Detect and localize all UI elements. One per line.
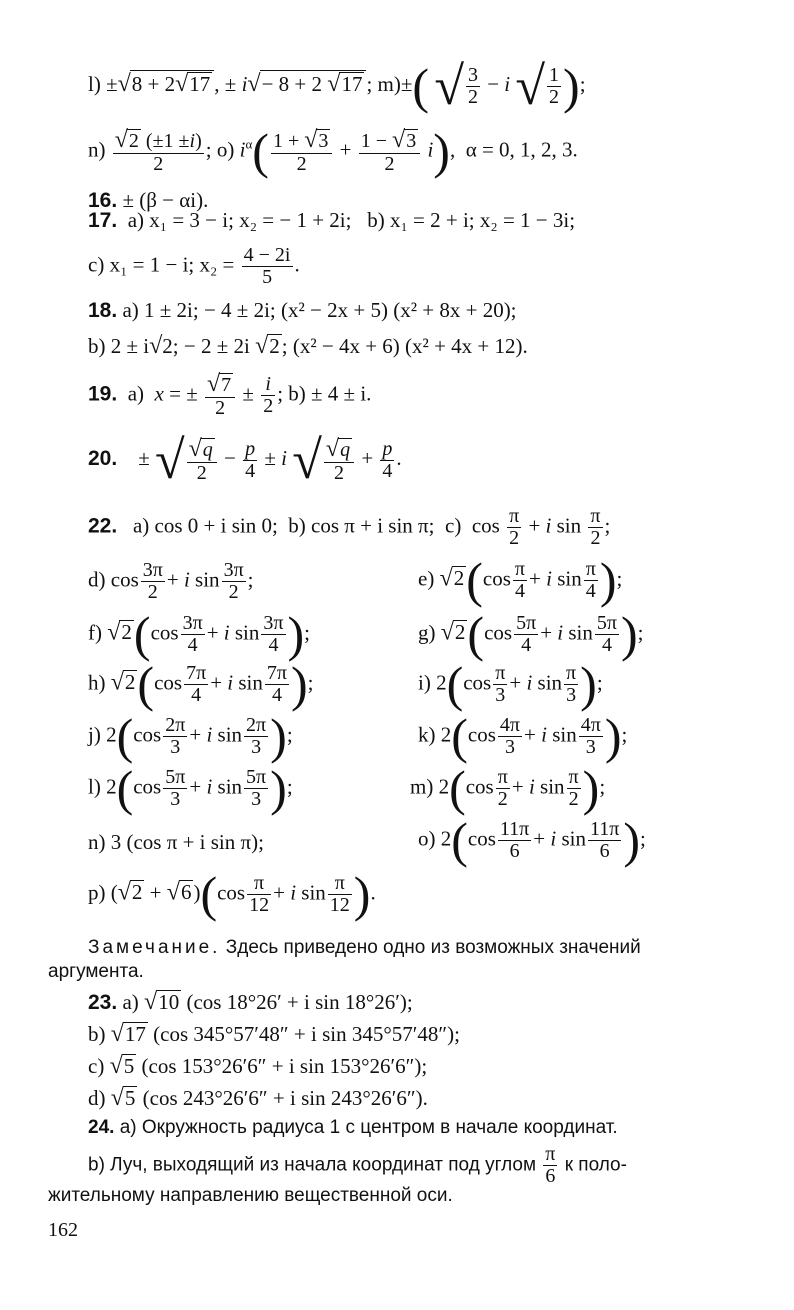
ans22-m: m) 2(cos $\frac{\pi}{2}$ + i sin $\frac{\pi}{2}$ ); [410, 760, 606, 816]
remark-text: Здесь приведено одно из возможных значений [225, 937, 641, 958]
item-label: p) [88, 880, 106, 905]
remark-line2 [48, 962, 144, 981]
item-label: l) [88, 72, 101, 97]
ans22-p: p) (√2 + √6)(cos $\frac{\pi}{12}$ + i sin $\frac{\pi}{12}$ ). [88, 866, 376, 922]
answer-number: 18. [88, 299, 118, 322]
ans23-c-text: (cos 153°26′6″ + i sin 153°26′6″); [141, 1054, 428, 1078]
item-label: j) [88, 722, 101, 747]
remark-text2: аргумента. [48, 961, 144, 982]
ans24-b: b) Луч, выходящий из начала координат под углом $\frac{\pi}{6}$ к поло- [88, 1143, 627, 1187]
ans23-a-text: (cos 18°26′ + i sin 18°26′); [186, 990, 413, 1014]
ans24-a [88, 1118, 618, 1137]
page-number: 162 [48, 1219, 78, 1241]
answer-number: 20. [88, 447, 118, 471]
item-label: f) [88, 620, 102, 645]
ans22-c: c) [445, 513, 462, 538]
ans22-l: l) 2(cos $\frac{5\pi}{3}$ + i sin $\frac{5\pi}{3}$ ); [88, 760, 293, 816]
ans19: 19. a) x = ± $\frac{√7}{2}$ ± $\frac{i}{2}$ ; b) ± 4 ± i. [88, 371, 372, 420]
answer-number: 17. [88, 209, 118, 232]
ans17-c: c) x₁ = 1 − i; x₂ = [88, 252, 240, 277]
ans19-b: ; b) ± 4 ± i. [277, 381, 372, 406]
ans17-line1 [88, 210, 575, 231]
answer-number: 22. [88, 514, 118, 538]
ans24-b3-text: жительному направлению вещественной оси. [48, 1185, 453, 1206]
ans24-b2: к поло- [564, 1154, 627, 1176]
ans22-e: e) √2(cos $\frac{\pi}{4}$ + i sin $\frac{\pi}{4}$ ); [418, 552, 623, 608]
item-label: n) 3 (cos π + i sin π); [88, 830, 264, 854]
remark-line1 [88, 938, 641, 957]
ans19-a: a) [127, 381, 145, 406]
answer-text: ± (β − αi). [122, 188, 209, 212]
ans23-c: c) √5 (cos 153°26′6″ + i sin 153°26′6″); [88, 1053, 428, 1079]
answer-number: 24. [88, 1117, 115, 1138]
item-label: h) [88, 670, 106, 695]
ans22-k: k) 2(cos $\frac{4\pi}{3}$ + i sin $\frac{4\pi}{3}$ ); [418, 708, 628, 764]
ans17-c-denominator: 5 [262, 266, 273, 288]
ans17-line2: c) x₁ = 1 − i; x₂ = $\frac{4 - 2i}{5}$ . [88, 244, 300, 288]
item-label: o) [418, 826, 436, 851]
ans22-i: i) 2(cos $\frac{\pi}{3}$ + i sin $\frac{\pi}{3}$ ); [418, 656, 603, 712]
ans22-f: f) √2(cos $\frac{3\pi}{4}$ + i sin $\frac{3\pi}{4}$ ); [88, 606, 310, 662]
ans24-b3 [48, 1186, 453, 1205]
ans24-a-text: a) Окружность радиуса 1 с центром в начале координат. [119, 1117, 618, 1138]
ans23-b-text: (cos 345°57′48″ + i sin 345°57′48″); [153, 1022, 460, 1046]
answer-number: 19. [88, 382, 118, 406]
ans22-b: b) cos π + i sin π; [288, 513, 435, 538]
item-label: m) [410, 774, 434, 799]
item-label: o) [216, 137, 235, 162]
ans22-n [88, 832, 264, 853]
ans17-a: a) x₁ = 3 − i; x₂ = − 1 + 2i; [127, 208, 352, 232]
ans18-a: a) 1 ± 2i; − 4 ± 2i; (x² − 2x + 5) (x² + 8x + 20); [122, 298, 517, 322]
ans22-d: d) cos $\frac{3\pi}{2}$ + i sin $\frac{3\pi}{2}$ ; [88, 559, 254, 603]
ans15-line1: l) ±√8 + 2√17 , ± i√− 8 + 2 √17 ; m)±( √ $\frac{3}{2}$ − i √ $\frac{1}{2}$ ); [88, 56, 586, 116]
item-label: g) [418, 620, 436, 645]
ans17-c-numerator: 4 − 2i [243, 244, 291, 266]
ans23-a: 23. a) √10 (cos 18°26′ + i sin 18°26′); [88, 989, 413, 1015]
item-label: n) [88, 137, 106, 162]
item-label: m) [377, 72, 401, 97]
item-label: e) [418, 566, 435, 591]
ans20: 20. ± √ $\frac{√q}{2}$ − $\frac{p}{4}$ ± i √ $\frac{√q}{2}$ + $\frac{p}{4}$ . [88, 430, 402, 490]
ans18-line1 [88, 300, 517, 321]
ans17-b: b) x₁ = 2 + i; x₂ = 1 − 3i; [367, 208, 576, 232]
ans18-b-mid: 2; − 2 ± 2i [162, 334, 250, 358]
ans18-b-end: ; (x² − 4x + 6) (x² + 4x + 12). [281, 334, 528, 358]
item-label: l) [88, 774, 101, 799]
ans22-g: g) √2(cos $\frac{5\pi}{4}$ + i sin $\frac{5\pi}{4}$ ); [418, 606, 644, 662]
ans18-b-start: b) 2 ± i [88, 334, 150, 358]
item-label: k) [418, 722, 436, 747]
ans18-line2: b) 2 ± i√2; − 2 ± 2i √2; (x² − 4x + 6) (x² + 4x + 12). [88, 333, 528, 359]
ans23-d-text: (cos 243°26′6″ + i sin 243°26′6″). [142, 1086, 428, 1110]
answer-number: 23. [88, 991, 118, 1014]
ans22-h: h) √2(cos $\frac{7\pi}{4}$ + i sin $\frac{7\pi}{4}$ ); [88, 656, 314, 712]
ans24-b1: b) Луч, выходящий из начала координат под углом [88, 1154, 537, 1176]
ans22-j: j) 2(cos $\frac{2\pi}{3}$ + i sin $\frac{2\pi}{3}$ ); [88, 708, 293, 764]
ans23-b: b) √17 (cos 345°57′48″ + i sin 345°57′48″); [88, 1021, 460, 1047]
ans22-a: a) cos 0 + i sin 0; [132, 513, 278, 538]
alpha-values: α = 0, 1, 2, 3. [465, 137, 578, 162]
answer-number: 16. [88, 189, 118, 212]
ans23-d: d) √5 (cos 243°26′6″ + i sin 243°26′6″). [88, 1085, 428, 1111]
item-label: d) [88, 567, 106, 592]
ans22-line1: 22. a) cos 0 + i sin 0; b) cos π + i sin π; c) cos $\frac{\pi}{2}$ + i sin $\frac{\pi}{2}$ ; [88, 505, 611, 549]
remark-title: Замечание. [88, 937, 221, 958]
item-label: i) [418, 670, 431, 695]
ans22-o: o) 2(cos $\frac{11\pi}{6}$ + i sin $\frac{11\pi}{6}$ ); [418, 812, 646, 868]
ans15-line2: n) $\frac{√2 (\pm 1 \pm i)}{2}$ ; o) $i^\alpha$( $\frac{1 + √3}{2}$ + $\frac{1 - √3}{2}$ i), α = 0, 1, 2, 3. [88, 123, 578, 180]
